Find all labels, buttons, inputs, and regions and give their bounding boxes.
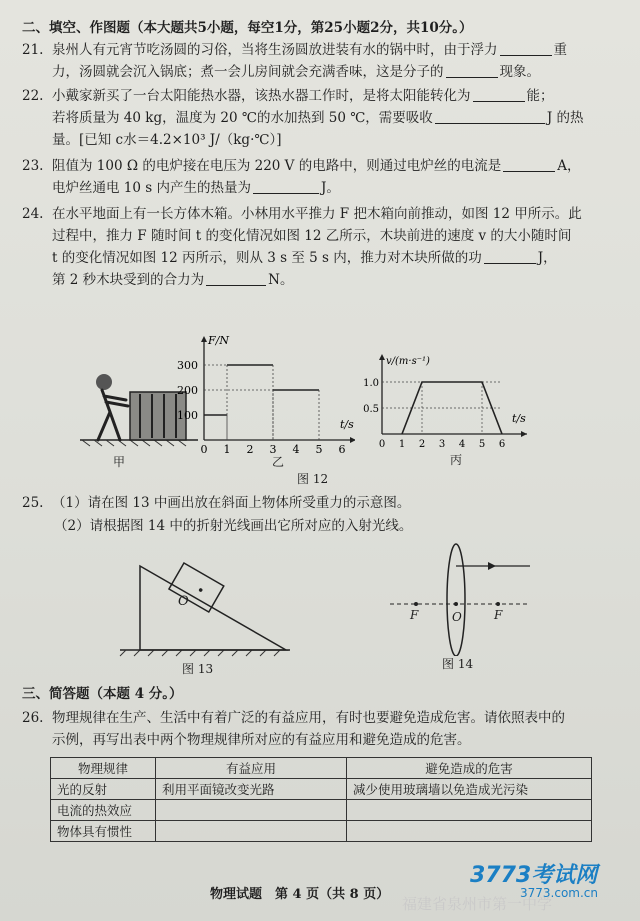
q22-text2: 若将质量为 40 kg，温度为 20 ℃的水加热到 50 ℃，需要吸收 [52,110,433,126]
q22-blank1[interactable] [473,87,525,102]
table-row [51,821,592,842]
q21-line2 [52,62,540,82]
fig14-caption: 图 14 [442,657,474,671]
q21-blank1[interactable] [500,41,552,56]
q24-text3b: J， [537,250,557,266]
table-cell: 物体具有惯性 [51,821,156,842]
x-tick-label: 0 [378,439,386,450]
table-cell: 光的反射 [51,779,156,800]
table-cell-blank[interactable] [156,800,347,821]
fig12-bing-label: 丙 [450,453,463,467]
x-tick-label: 5 [315,443,323,456]
q23-blank2[interactable] [253,179,319,194]
q24-text1: 在水平地面上有一长方体木箱。小林用水平推力 F 把木箱向前推动，如图 12 甲所示。此 [52,206,582,222]
site-watermark-url: 3773.com.cn [520,886,598,900]
section-2-title: 二、填空、作图题（本大题共5小题，每空1分，第25小题2分，共10分。） [22,20,473,36]
q22-text1b: 能； [526,88,554,104]
q26-table [50,757,592,842]
fig14-lens [380,538,540,656]
x-tick-label: 4 [292,443,300,456]
q26-text1: 物理规律在生产、生活中有着广泛的有益应用，有时也要避免造成危害。请依照表中的 [52,710,565,726]
q21-line1 [22,40,567,60]
y-tick-label: 200 [177,384,198,397]
q24-line3 [52,248,557,268]
section-3-title: 三、简答题（本题 4 分。） [22,686,183,702]
q21-text1: 泉州人有元宵节吃汤圆的习俗，当将生汤圆放进装有水的锅中时，由于浮力 [52,42,498,58]
q25-text1: （1）请在图 13 中画出放在斜面上物体所受重力的示意图。 [52,495,411,511]
q26-line1 [22,708,565,728]
table-header-cell: 避免造成的危害 [347,758,592,779]
q21-text2b: 现象。 [499,64,540,80]
q22-text1: 小戴家新买了一台太阳能热水器，该热水器工作时，是将太阳能转化为 [52,88,471,104]
table-cell-blank[interactable] [156,821,347,842]
q24-line1 [22,204,582,224]
table-cell-blank[interactable] [347,800,592,821]
table-cell: 电流的热效应 [51,800,156,821]
q24-blank2[interactable] [206,271,266,286]
fig14-focus-left: F [410,608,419,622]
x-tick-label: 3 [438,439,446,450]
x-tick-label: 2 [418,439,426,450]
fig14-optical-center: O [452,610,462,624]
table-header-row [51,758,592,779]
q24-line2: 过程中，推力 F 随时间 t 的变化情况如图 12 乙所示，木块前进的速度 v 的大小随时间 [52,228,572,244]
table-cell-blank[interactable] [347,821,592,842]
x-tick-label: 6 [338,443,346,456]
q22-line3: 量。[已知 c水＝4.2×10³ J/（kg·℃）] [52,132,282,148]
fig12-caption: 图 12 [297,472,329,486]
fig14-focus-right: F [494,608,503,622]
q22-blank2[interactable] [435,109,545,124]
q21-text2: 力，汤圆就会沉入锅底；煮一会儿房间就会充满香味，这是分子的 [52,64,444,80]
fig12-jia-label: 甲 [113,455,126,469]
q21-number: 21. [22,42,44,58]
y-axis-label: F/N [208,334,229,347]
y-axis-arrow [201,336,207,342]
fig12-yi-force-chart [170,330,355,465]
fig13-center-label: O [178,594,189,609]
x-axis-label: t/s [512,412,526,425]
q23-line2 [52,178,340,198]
q22-line2 [52,108,584,128]
x-tick-label: 1 [223,443,231,456]
q22-text2b: J 的热 [546,110,584,126]
q21-text1b: 重 [553,42,567,58]
q23-number: 23. [22,158,44,174]
table-cell: 利用平面镜改变光路 [156,779,347,800]
x-axis-arrow [521,431,527,437]
x-tick-label: 6 [498,439,506,450]
q24-text3: t 的变化情况如图 12 丙所示，则从 3 s 至 5 s 内，推力对木块所做的功 [52,250,482,266]
school-watermark: 福建省泉州市第一中学 [402,895,553,913]
y-tick-label: 300 [177,359,198,372]
q26-number: 26. [22,710,44,726]
table-row [51,800,592,821]
fig13-incline [118,548,293,658]
y-tick-label: 1.0 [363,378,379,389]
q23-text1: 阻值为 100 Ω 的电炉接在电压为 220 V 的电路中，则通过电炉丝的电流是 [52,158,502,174]
y-tick-label: 100 [177,409,198,422]
q23-text1b: A， [557,158,581,174]
q24-text4: 第 2 秒木块受到的合力为 [52,272,205,288]
fig12-yi-label: 乙 [272,455,285,469]
x-tick-label: 2 [246,443,254,456]
q23-text2b: J。 [320,180,340,196]
x-axis-arrow [350,437,355,443]
table-header-cell: 有益应用 [156,758,347,779]
page-footer: 物理试题 第 4 页（共 8 页） [210,887,390,902]
x-axis-label: t/s [340,418,354,431]
q24-number: 24. [22,206,44,222]
q24-text4b: N。 [268,272,294,288]
q21-blank2[interactable] [446,63,498,78]
q26-line2: 示例，再写出表中两个物理规律所对应的有益应用和避免造成的危害。 [52,732,471,748]
x-tick-label: 5 [478,439,486,450]
table-row [51,779,592,800]
q23-text2: 电炉丝通电 10 s 内产生的热量为 [52,180,251,196]
table-cell: 减少使用玻璃墙以免造成光污染 [347,779,592,800]
q23-blank1[interactable] [503,157,555,172]
q22-number: 22. [22,88,44,104]
q25-number: 25. [22,495,44,511]
fig13-caption: 图 13 [182,662,214,676]
q22-line1 [22,86,554,106]
x-tick-label: 4 [458,439,466,450]
fig12-bing-velocity-chart [358,348,533,458]
q24-blank1[interactable] [484,249,536,264]
y-axis-label: v/(m·s⁻¹) [386,356,430,367]
q24-line4 [52,270,293,290]
q23-line1 [22,156,580,176]
y-tick-label: 0.5 [363,404,379,415]
x-tick-label: 3 [269,443,277,456]
y-axis-arrow [379,354,385,360]
table-header-cell: 物理规律 [51,758,156,779]
x-tick-label: 0 [200,443,208,456]
x-tick-label: 1 [398,439,406,450]
q25-line2: （2）请根据图 14 中的折射光线画出它所对应的入射光线。 [54,518,413,534]
site-watermark-logo: 3773考试网 [470,863,598,888]
q25-line1 [22,493,410,513]
